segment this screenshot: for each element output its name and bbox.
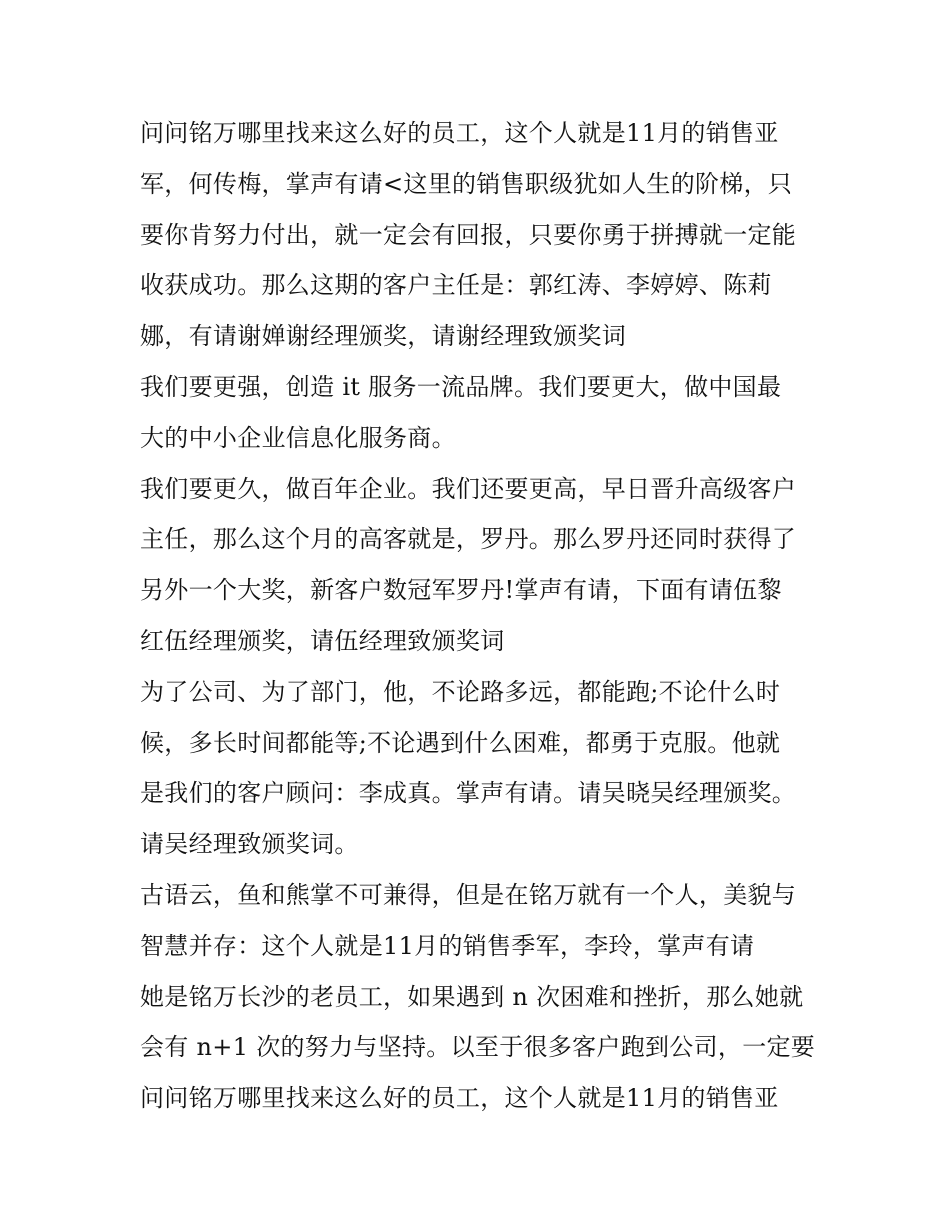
text-line: 大的中小企业信息化服务商。 [140, 423, 456, 452]
text-line: 古语云，鱼和熊掌不可兼得，但是在铭万就有一个人，美貌与 [140, 880, 797, 909]
text-line: 智慧并存：这个人就是11月的销售季军，李玲，掌声有请 [140, 931, 755, 960]
text-line: 候，多长时间都能等;不论遇到什么困难，都勇于克服。他就 [140, 728, 781, 757]
text-line: 主任，那么这个月的高客就是，罗丹。那么罗丹还同时获得了 [140, 525, 797, 554]
text-line: 我们要更强，创造 it 服务一流品牌。我们要更大，做中国最 [140, 372, 782, 401]
text-line: 我们要更久，做百年企业。我们还要更高，早日晋升高级客户 [140, 474, 797, 503]
text-line: 是我们的客户顾问：李成真。掌声有请。请吴晓吴经理颁奖。 [140, 779, 797, 808]
text-line: 要你肯努力付出，就一定会有回报，只要你勇于拼搏就一定能 [140, 220, 797, 249]
text-line: 问问铭万哪里找来这么好的员工，这个人就是11月的销售亚 [140, 119, 779, 147]
text-line: 请吴经理致颁奖词。 [140, 830, 359, 859]
text-line: 另外一个大奖，新客户数冠军罗丹!掌声有请，下面有请伍黎 [140, 576, 782, 605]
text-line: 会有 n+1 次的努力与坚持。以至于很多客户跑到公司，一定要 [140, 1033, 816, 1062]
document-body [140, 108, 830, 1124]
text-line: 她是铭万长沙的老员工，如果遇到 n 次困难和挫折，那么她就 [140, 982, 804, 1011]
text-line: 娜，有请谢婵谢经理颁奖，请谢经理致颁奖词 [140, 322, 626, 351]
text-line: 问问铭万哪里找来这么好的员工，这个人就是11月的销售亚 [140, 1084, 779, 1113]
text-line: 为了公司、为了部门，他，不论路多远，都能跑;不论什么时 [140, 677, 781, 706]
text-line: 红伍经理颁奖，请伍经理致颁奖词 [140, 626, 505, 655]
text-line: 收获成功。那么这期的客户主任是：郭红涛、李婷婷、陈莉 [140, 271, 772, 300]
text-line: 军，何传梅，掌声有请<这里的销售职级犹如人生的阶梯，只 [140, 169, 793, 198]
